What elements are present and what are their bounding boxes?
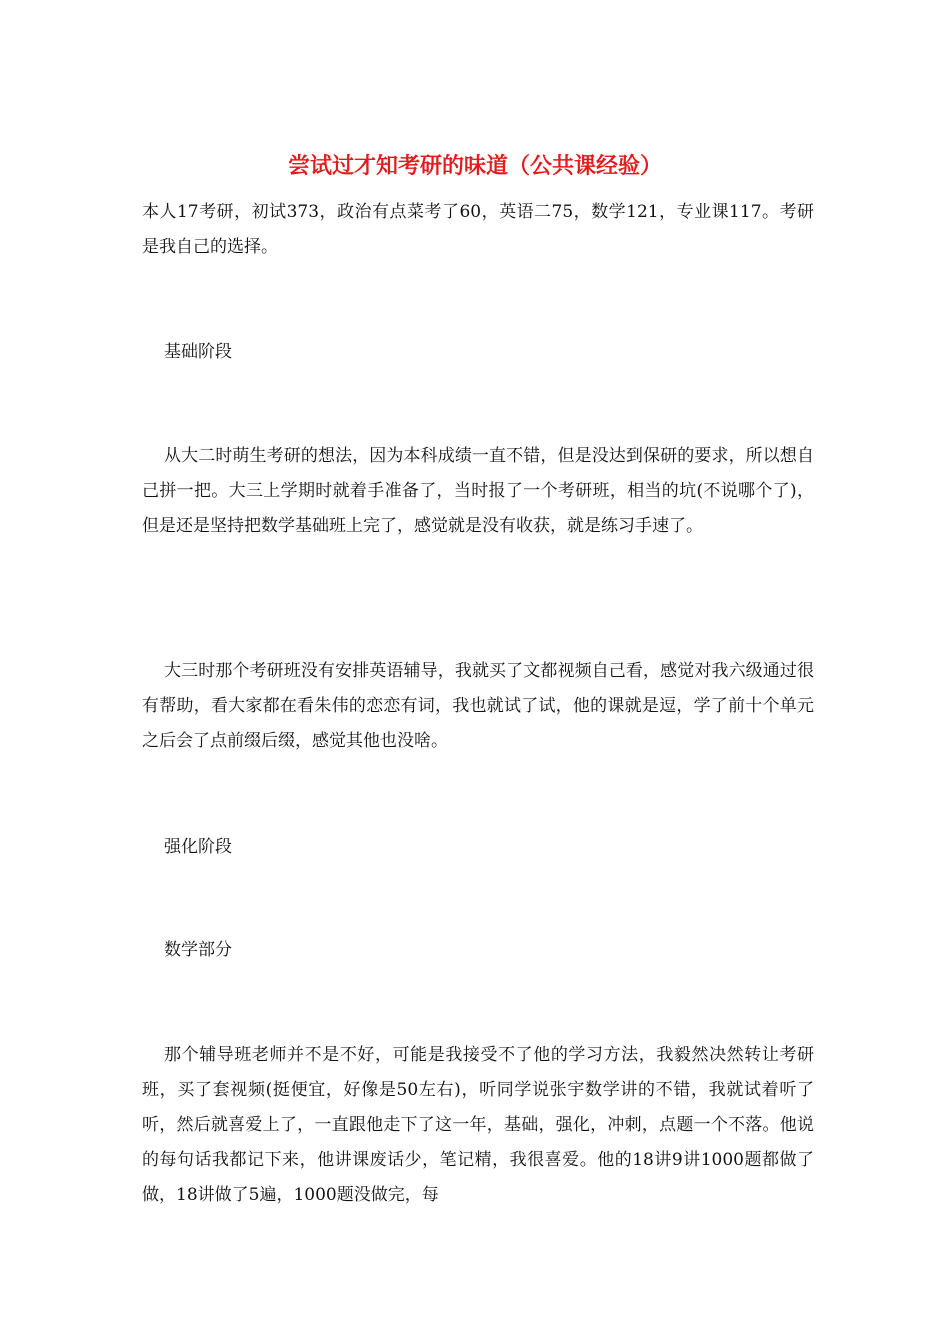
- section-heading-intensive: 强化阶段: [164, 837, 232, 857]
- section-heading-foundation: 基础阶段: [164, 342, 232, 362]
- document-title: 尝试过才知考研的味道（公共课经验）: [287, 154, 662, 179]
- intro-paragraph: 本人17考研，初试373，政治有点菜考了60，英语二75，数学121，专业课117。考研是我自己的选择。: [142, 202, 814, 257]
- foundation-paragraph-2: 大三时那个考研班没有安排英语辅导，我就买了文都视频自己看，感觉对我六级通过很有帮助，看大家都在看朱伟的恋恋有词，我也就试了试，他的课就是逗，学了前十个单元之后会了点前缀后缀，感觉其他也没啥。: [142, 661, 814, 751]
- foundation-paragraph-1: 从大二时萌生考研的想法，因为本科成绩一直不错，但是没达到保研的要求，所以想自己拼一把。大三上学期时就着手准备了，当时报了一个考研班，相当的坑(不说哪个了)，但是还是坚持把数学基础班上完了，感觉就是没有收获，就是练习手速了。: [142, 446, 814, 536]
- section-heading-math: 数学部分: [164, 940, 232, 960]
- math-paragraph: 那个辅导班老师并不是不好，可能是我接受不了他的学习方法，我毅然决然转让考研班，买了套视频(挺便宜，好像是50左右)，听同学说张宇数学讲的不错，我就试着听了听，然后就喜爱上了，一直跟他走下了这一年，基础，强化，冲刺，点题一个不落。他说的每句话我都记下来，他讲课废话少，笔记精，我很喜爱。他的18讲9讲1000题都做了做，18讲做了5遍，1000题没做完，每: [142, 1045, 814, 1205]
